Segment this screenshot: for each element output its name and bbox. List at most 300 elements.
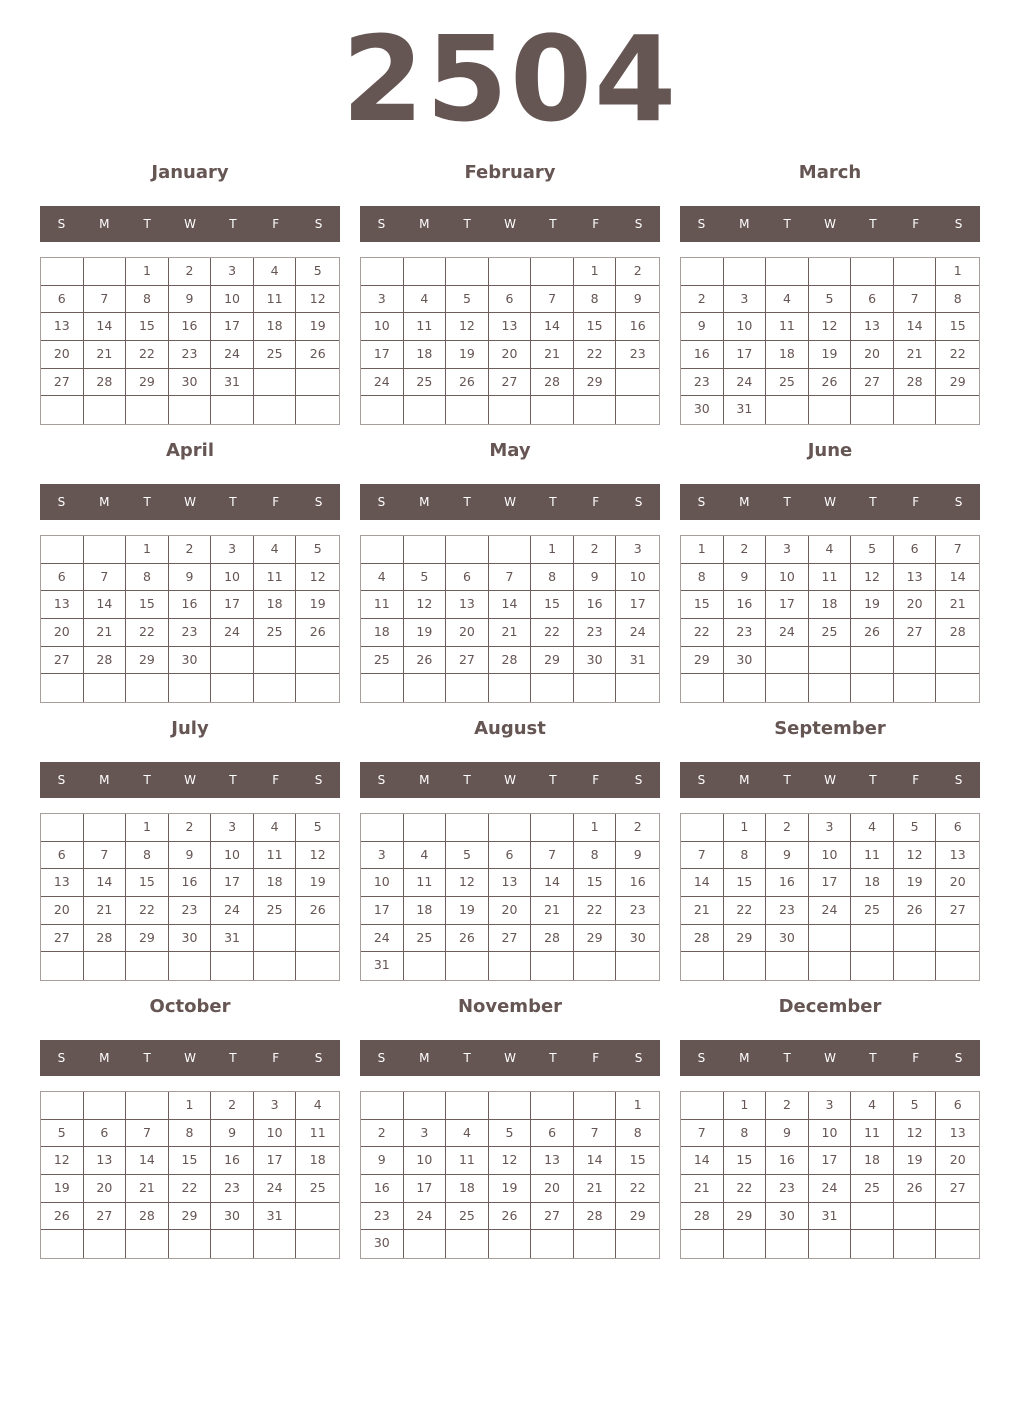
day-cell: 10 bbox=[211, 286, 254, 314]
day-cell: 21 bbox=[84, 341, 127, 369]
weekday-label: W bbox=[184, 1051, 196, 1065]
day-cell: 25 bbox=[361, 647, 404, 675]
weekday-label: T bbox=[549, 495, 557, 509]
day-cell: 3 bbox=[211, 814, 254, 842]
day-cell: 12 bbox=[809, 313, 852, 341]
day-cell: 14 bbox=[531, 313, 574, 341]
day-cell: 10 bbox=[809, 1120, 852, 1148]
weekday-label: F bbox=[912, 1051, 920, 1065]
weekday-label: F bbox=[272, 495, 280, 509]
day-cell: 23 bbox=[616, 897, 659, 925]
day-cell bbox=[254, 369, 297, 397]
day-cell: 13 bbox=[894, 564, 937, 592]
day-cell bbox=[724, 1230, 767, 1258]
day-cell bbox=[489, 258, 532, 286]
day-cell: 16 bbox=[766, 1147, 809, 1175]
day-cell: 27 bbox=[489, 925, 532, 953]
month-title: March bbox=[798, 162, 862, 183]
day-cell: 21 bbox=[489, 619, 532, 647]
day-cell: 15 bbox=[724, 869, 767, 897]
day-cell: 9 bbox=[724, 564, 767, 592]
day-cell: 27 bbox=[489, 369, 532, 397]
day-cell: 13 bbox=[936, 842, 979, 870]
day-cell: 2 bbox=[724, 536, 767, 564]
day-cell: 16 bbox=[724, 591, 767, 619]
day-cell: 3 bbox=[211, 536, 254, 564]
day-cell bbox=[296, 925, 339, 953]
day-cell bbox=[766, 1230, 809, 1258]
day-cell bbox=[936, 952, 979, 980]
day-cell: 28 bbox=[531, 369, 574, 397]
weekday-label: F bbox=[592, 1051, 600, 1065]
day-cell: 14 bbox=[84, 869, 127, 897]
day-cell: 2 bbox=[211, 1092, 254, 1120]
weekday-label: M bbox=[99, 217, 110, 231]
day-cell: 7 bbox=[681, 1120, 724, 1148]
weekday-label: T bbox=[463, 217, 471, 231]
day-cell: 14 bbox=[531, 869, 574, 897]
day-cell: 17 bbox=[809, 869, 852, 897]
day-cell: 20 bbox=[489, 897, 532, 925]
weekday-label: S bbox=[314, 217, 323, 231]
day-cell: 18 bbox=[296, 1147, 339, 1175]
day-cell bbox=[446, 674, 489, 702]
day-cell bbox=[851, 396, 894, 424]
weekday-label: S bbox=[954, 773, 963, 787]
day-cell: 22 bbox=[574, 341, 617, 369]
day-cell: 30 bbox=[616, 925, 659, 953]
day-cell bbox=[766, 647, 809, 675]
day-cell bbox=[169, 1230, 212, 1258]
month-title: July bbox=[171, 718, 209, 739]
day-cell: 17 bbox=[616, 591, 659, 619]
day-cell bbox=[809, 396, 852, 424]
day-cell: 19 bbox=[446, 341, 489, 369]
day-cell: 4 bbox=[851, 814, 894, 842]
day-cell bbox=[361, 258, 404, 286]
day-cell bbox=[126, 1092, 169, 1120]
day-cell: 14 bbox=[84, 591, 127, 619]
day-cell: 30 bbox=[681, 396, 724, 424]
day-cell: 23 bbox=[361, 1203, 404, 1231]
day-cell bbox=[809, 952, 852, 980]
day-cell: 28 bbox=[531, 925, 574, 953]
day-cell: 26 bbox=[851, 619, 894, 647]
weekday-header bbox=[360, 484, 660, 520]
day-cell: 5 bbox=[809, 286, 852, 314]
day-cell: 3 bbox=[361, 842, 404, 870]
day-cell: 1 bbox=[574, 814, 617, 842]
day-cell: 21 bbox=[894, 341, 937, 369]
day-cell: 29 bbox=[574, 925, 617, 953]
day-cell: 19 bbox=[296, 313, 339, 341]
day-cell: 6 bbox=[851, 286, 894, 314]
day-cell: 17 bbox=[724, 341, 767, 369]
day-cell: 15 bbox=[126, 591, 169, 619]
day-cell: 19 bbox=[404, 619, 447, 647]
day-cell: 20 bbox=[936, 1147, 979, 1175]
weekday-header bbox=[360, 1040, 660, 1076]
weekday-label: W bbox=[184, 217, 196, 231]
day-cell: 27 bbox=[531, 1203, 574, 1231]
day-cell: 1 bbox=[126, 258, 169, 286]
day-cell bbox=[404, 258, 447, 286]
weekday-header bbox=[360, 762, 660, 798]
day-cell: 31 bbox=[809, 1203, 852, 1231]
day-cell: 12 bbox=[894, 1120, 937, 1148]
day-cell: 6 bbox=[489, 842, 532, 870]
day-cell: 15 bbox=[531, 591, 574, 619]
day-cell: 10 bbox=[724, 313, 767, 341]
weekday-label: W bbox=[824, 1051, 836, 1065]
day-cell: 30 bbox=[169, 369, 212, 397]
day-cell: 20 bbox=[41, 619, 84, 647]
day-cell bbox=[254, 396, 297, 424]
weekday-label: S bbox=[954, 495, 963, 509]
weekday-label: S bbox=[314, 773, 323, 787]
day-cell bbox=[809, 674, 852, 702]
day-cell bbox=[531, 674, 574, 702]
day-cell: 11 bbox=[766, 313, 809, 341]
weekday-label: T bbox=[549, 773, 557, 787]
day-grid bbox=[680, 1091, 980, 1259]
day-cell bbox=[681, 1230, 724, 1258]
day-cell bbox=[724, 952, 767, 980]
day-cell: 9 bbox=[574, 564, 617, 592]
weekday-label: M bbox=[739, 1051, 750, 1065]
day-cell: 6 bbox=[894, 536, 937, 564]
weekday-label: S bbox=[377, 495, 386, 509]
day-cell: 27 bbox=[41, 925, 84, 953]
weekday-label: T bbox=[549, 217, 557, 231]
day-cell: 20 bbox=[936, 869, 979, 897]
weekday-label: M bbox=[419, 217, 430, 231]
weekday-label: T bbox=[143, 217, 151, 231]
day-cell: 8 bbox=[126, 564, 169, 592]
weekday-label: F bbox=[272, 773, 280, 787]
day-grid bbox=[360, 813, 660, 981]
day-cell: 30 bbox=[766, 1203, 809, 1231]
day-cell: 2 bbox=[616, 814, 659, 842]
day-cell bbox=[446, 396, 489, 424]
day-cell bbox=[531, 1092, 574, 1120]
day-cell: 25 bbox=[851, 897, 894, 925]
weekday-label: T bbox=[229, 1051, 237, 1065]
day-cell: 18 bbox=[254, 869, 297, 897]
day-cell: 5 bbox=[851, 536, 894, 564]
month-title: February bbox=[464, 162, 556, 183]
day-cell: 28 bbox=[489, 647, 532, 675]
day-cell: 15 bbox=[616, 1147, 659, 1175]
day-cell: 22 bbox=[936, 341, 979, 369]
day-cell bbox=[84, 258, 127, 286]
day-cell: 7 bbox=[531, 842, 574, 870]
day-cell bbox=[894, 1203, 937, 1231]
day-cell bbox=[936, 1230, 979, 1258]
day-cell: 28 bbox=[894, 369, 937, 397]
day-cell: 1 bbox=[681, 536, 724, 564]
weekday-label: S bbox=[697, 217, 706, 231]
weekday-label: S bbox=[954, 1051, 963, 1065]
day-cell: 11 bbox=[809, 564, 852, 592]
day-grid bbox=[680, 813, 980, 981]
day-cell bbox=[169, 674, 212, 702]
day-cell: 19 bbox=[489, 1175, 532, 1203]
weekday-label: T bbox=[549, 1051, 557, 1065]
day-grid bbox=[680, 535, 980, 703]
day-cell bbox=[894, 1230, 937, 1258]
day-cell bbox=[766, 674, 809, 702]
day-cell: 18 bbox=[404, 897, 447, 925]
day-cell bbox=[809, 647, 852, 675]
weekday-label: S bbox=[634, 773, 643, 787]
weekday-label: F bbox=[912, 495, 920, 509]
weekday-header bbox=[40, 206, 340, 242]
day-cell: 3 bbox=[766, 536, 809, 564]
day-cell: 1 bbox=[574, 258, 617, 286]
day-cell: 17 bbox=[211, 869, 254, 897]
day-cell: 4 bbox=[404, 842, 447, 870]
day-cell: 10 bbox=[404, 1147, 447, 1175]
day-grid bbox=[360, 257, 660, 425]
day-grid bbox=[680, 257, 980, 425]
day-cell: 24 bbox=[211, 619, 254, 647]
day-cell: 11 bbox=[296, 1120, 339, 1148]
day-cell bbox=[169, 396, 212, 424]
day-cell: 21 bbox=[681, 897, 724, 925]
day-cell: 6 bbox=[936, 1092, 979, 1120]
day-cell: 9 bbox=[766, 1120, 809, 1148]
day-cell bbox=[404, 1092, 447, 1120]
day-cell: 9 bbox=[211, 1120, 254, 1148]
day-cell: 16 bbox=[681, 341, 724, 369]
weekday-label: T bbox=[463, 773, 471, 787]
day-cell: 3 bbox=[809, 1092, 852, 1120]
day-cell: 27 bbox=[446, 647, 489, 675]
day-cell: 30 bbox=[724, 647, 767, 675]
day-cell bbox=[41, 674, 84, 702]
day-grid bbox=[40, 535, 340, 703]
day-cell: 29 bbox=[936, 369, 979, 397]
weekday-label: T bbox=[869, 495, 877, 509]
weekday-label: T bbox=[869, 1051, 877, 1065]
day-cell: 19 bbox=[809, 341, 852, 369]
day-cell: 5 bbox=[404, 564, 447, 592]
day-cell bbox=[489, 1230, 532, 1258]
day-cell: 22 bbox=[126, 619, 169, 647]
weekday-label: S bbox=[697, 495, 706, 509]
day-cell: 21 bbox=[84, 619, 127, 647]
day-cell bbox=[766, 952, 809, 980]
day-cell bbox=[489, 396, 532, 424]
day-cell: 15 bbox=[126, 869, 169, 897]
day-cell: 16 bbox=[361, 1175, 404, 1203]
day-cell: 23 bbox=[169, 341, 212, 369]
day-cell: 11 bbox=[404, 313, 447, 341]
weekday-label: S bbox=[697, 1051, 706, 1065]
day-cell bbox=[84, 814, 127, 842]
day-cell: 6 bbox=[489, 286, 532, 314]
day-cell: 24 bbox=[211, 897, 254, 925]
day-cell: 13 bbox=[41, 869, 84, 897]
day-cell: 26 bbox=[296, 619, 339, 647]
day-cell bbox=[211, 1230, 254, 1258]
day-cell bbox=[296, 396, 339, 424]
day-cell: 7 bbox=[936, 536, 979, 564]
day-cell: 12 bbox=[894, 842, 937, 870]
weekday-label: F bbox=[272, 1051, 280, 1065]
day-cell bbox=[41, 396, 84, 424]
day-cell: 29 bbox=[126, 925, 169, 953]
day-cell: 12 bbox=[296, 842, 339, 870]
day-cell: 1 bbox=[724, 814, 767, 842]
day-cell: 15 bbox=[574, 313, 617, 341]
day-cell: 29 bbox=[126, 647, 169, 675]
weekday-header bbox=[40, 1040, 340, 1076]
day-cell bbox=[616, 369, 659, 397]
day-cell: 2 bbox=[169, 536, 212, 564]
day-cell bbox=[894, 925, 937, 953]
day-cell bbox=[84, 396, 127, 424]
day-cell: 28 bbox=[84, 647, 127, 675]
day-cell: 30 bbox=[766, 925, 809, 953]
day-cell: 6 bbox=[41, 286, 84, 314]
day-cell: 2 bbox=[616, 258, 659, 286]
day-cell: 22 bbox=[574, 897, 617, 925]
weekday-label: T bbox=[783, 217, 791, 231]
day-cell: 1 bbox=[531, 536, 574, 564]
day-cell: 18 bbox=[851, 869, 894, 897]
weekday-label: S bbox=[954, 217, 963, 231]
day-cell bbox=[41, 536, 84, 564]
day-cell: 8 bbox=[724, 1120, 767, 1148]
weekday-label: S bbox=[57, 495, 66, 509]
day-cell bbox=[404, 952, 447, 980]
day-cell bbox=[84, 1092, 127, 1120]
day-cell bbox=[809, 925, 852, 953]
weekday-label: T bbox=[463, 1051, 471, 1065]
day-cell bbox=[681, 674, 724, 702]
weekday-label: S bbox=[314, 495, 323, 509]
day-grid bbox=[40, 813, 340, 981]
weekday-label: S bbox=[57, 217, 66, 231]
day-cell: 27 bbox=[936, 897, 979, 925]
day-cell bbox=[574, 1092, 617, 1120]
day-grid bbox=[40, 257, 340, 425]
day-cell: 5 bbox=[894, 1092, 937, 1120]
day-cell: 4 bbox=[296, 1092, 339, 1120]
day-cell bbox=[254, 647, 297, 675]
weekday-label: F bbox=[272, 217, 280, 231]
day-cell: 26 bbox=[296, 897, 339, 925]
day-cell: 30 bbox=[169, 647, 212, 675]
day-cell: 21 bbox=[574, 1175, 617, 1203]
day-cell: 18 bbox=[361, 619, 404, 647]
day-cell bbox=[41, 1092, 84, 1120]
day-cell: 15 bbox=[574, 869, 617, 897]
day-cell: 21 bbox=[531, 897, 574, 925]
day-cell: 20 bbox=[851, 341, 894, 369]
day-cell: 18 bbox=[809, 591, 852, 619]
day-cell: 19 bbox=[296, 869, 339, 897]
weekday-header bbox=[360, 206, 660, 242]
day-cell bbox=[851, 925, 894, 953]
day-cell bbox=[489, 536, 532, 564]
month-title: April bbox=[165, 440, 215, 461]
day-cell: 8 bbox=[616, 1120, 659, 1148]
day-cell bbox=[681, 814, 724, 842]
day-cell: 11 bbox=[446, 1147, 489, 1175]
day-cell: 8 bbox=[574, 842, 617, 870]
month-title: January bbox=[151, 162, 229, 183]
day-cell: 25 bbox=[766, 369, 809, 397]
day-cell: 5 bbox=[894, 814, 937, 842]
weekday-label: M bbox=[419, 773, 430, 787]
day-cell: 11 bbox=[254, 842, 297, 870]
day-cell: 22 bbox=[616, 1175, 659, 1203]
day-cell: 29 bbox=[724, 1203, 767, 1231]
day-cell bbox=[361, 1092, 404, 1120]
month-title: September bbox=[774, 718, 886, 739]
day-cell: 7 bbox=[84, 842, 127, 870]
day-cell: 20 bbox=[84, 1175, 127, 1203]
day-cell: 24 bbox=[809, 1175, 852, 1203]
day-cell: 16 bbox=[169, 869, 212, 897]
weekday-label: F bbox=[912, 773, 920, 787]
day-cell: 23 bbox=[211, 1175, 254, 1203]
day-cell: 28 bbox=[936, 619, 979, 647]
day-cell: 31 bbox=[361, 952, 404, 980]
weekday-label: T bbox=[783, 1051, 791, 1065]
weekday-label: T bbox=[229, 773, 237, 787]
day-cell: 10 bbox=[211, 842, 254, 870]
day-cell bbox=[936, 925, 979, 953]
day-cell: 7 bbox=[126, 1120, 169, 1148]
day-cell: 5 bbox=[296, 258, 339, 286]
day-cell: 27 bbox=[41, 369, 84, 397]
day-cell bbox=[489, 814, 532, 842]
day-cell: 26 bbox=[894, 1175, 937, 1203]
day-cell: 12 bbox=[446, 869, 489, 897]
weekday-label: F bbox=[912, 217, 920, 231]
weekday-header bbox=[680, 484, 980, 520]
day-cell: 14 bbox=[894, 313, 937, 341]
month-title: October bbox=[149, 996, 231, 1017]
day-cell: 2 bbox=[361, 1120, 404, 1148]
day-cell: 6 bbox=[41, 564, 84, 592]
day-cell: 9 bbox=[361, 1147, 404, 1175]
day-cell: 8 bbox=[169, 1120, 212, 1148]
day-cell bbox=[404, 396, 447, 424]
day-cell: 22 bbox=[724, 897, 767, 925]
day-cell: 1 bbox=[936, 258, 979, 286]
day-cell: 13 bbox=[489, 313, 532, 341]
day-cell: 13 bbox=[531, 1147, 574, 1175]
day-cell: 17 bbox=[211, 313, 254, 341]
day-cell: 8 bbox=[126, 842, 169, 870]
day-cell: 18 bbox=[254, 591, 297, 619]
weekday-label: S bbox=[377, 1051, 386, 1065]
day-cell bbox=[851, 1203, 894, 1231]
weekday-label: W bbox=[504, 217, 516, 231]
weekday-label: S bbox=[57, 1051, 66, 1065]
day-cell: 8 bbox=[724, 842, 767, 870]
day-cell: 9 bbox=[616, 842, 659, 870]
day-cell: 2 bbox=[574, 536, 617, 564]
day-cell bbox=[531, 952, 574, 980]
day-grid bbox=[360, 1091, 660, 1259]
day-cell: 24 bbox=[404, 1203, 447, 1231]
